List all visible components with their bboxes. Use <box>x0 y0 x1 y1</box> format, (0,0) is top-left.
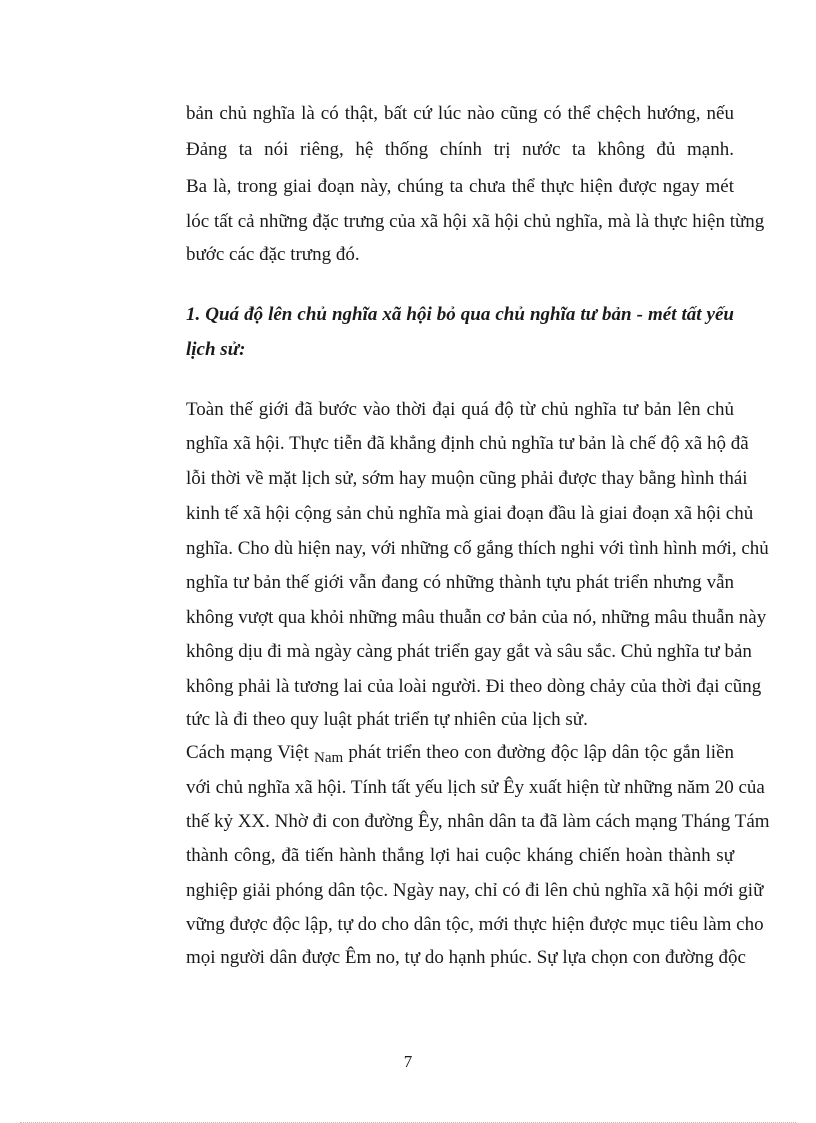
paragraph-3-line-3: lỗi thời về mặt lịch sử, sớm hay muộn cũng phải được thay bằng hình thái <box>186 468 748 489</box>
paragraph-4-line-1-subscript: Nam <box>314 750 344 766</box>
paragraph-1-line-1: bản chủ nghĩa là có thật, bất cứ lúc nào cũng có thể chệch hướng, nếu <box>186 103 734 124</box>
section-heading-line-2: lịch sử: <box>186 339 246 360</box>
paragraph-4-line-2: với chủ nghĩa xã hội. Tính tất yếu lịch sử Êy xuất hiện từ những năm 20 của <box>186 777 765 798</box>
paragraph-2-line-3: bước các đặc trưng đó. <box>186 244 360 265</box>
paragraph-3-line-2: nghĩa xã hội. Thực tiễn đã khẳng định chủ nghĩa tư bản là chế độ xã hộ đã <box>186 433 749 454</box>
paragraph-3-line-10: tức là đi theo quy luật phát triển tự nhiên của lịch sử. <box>186 709 588 730</box>
paragraph-3-line-1: Toàn thế giới đã bước vào thời đại quá độ từ chủ nghĩa tư bản lên chủ <box>186 399 734 420</box>
paragraph-4-line-7: mọi người dân được Êm no, tự do hạnh phúc. Sự lựa chọn con đường độc <box>186 947 746 968</box>
paragraph-2-line-2: lóc tất cả những đặc trưng của xã hội xã hội chủ nghĩa, mà là thực hiện từng <box>186 211 765 232</box>
paragraph-3-line-5: nghĩa. Cho dù hiện nay, với những cố gắng thích nghi với tình hình mới, chủ <box>186 538 769 559</box>
page-number: 7 <box>403 1052 413 1071</box>
paragraph-4-line-1-after: phát triển theo con đường độc lập dân tộc gắn liền <box>343 742 735 763</box>
paragraph-4-line-1-before: Cách mạng Việt <box>186 742 315 763</box>
paragraph-3-line-9: không phải là tương lai của loài người. Đi theo dòng chảy của thời đại cũng <box>186 676 762 697</box>
paragraph-3-line-6: nghĩa tư bản thế giới vẫn đang có những thành tựu phát triển nhưng vẫn <box>186 572 734 593</box>
paragraph-4-line-6: vững được độc lập, tự do cho dân tộc, mới thực hiện được mục tiêu làm cho <box>186 914 764 935</box>
paragraph-4-line-3: thế kỷ XX. Nhờ đi con đường Êy, nhân dân ta đã làm cách mạng Tháng Tám <box>186 811 770 832</box>
paragraph-4-line-5: nghiệp giải phóng dân tộc. Ngày nay, chỉ có đi lên chủ nghĩa xã hội mới giữ <box>186 880 764 901</box>
paragraph-4-line-1 <box>186 741 734 766</box>
paragraph-1-line-2: Đảng ta nói riêng, hệ thống chính trị nước ta không đủ mạnh. <box>186 139 734 160</box>
paragraph-3-line-7: không vượt qua khỏi những mâu thuẫn cơ bản của nó, những mâu thuẫn này <box>186 607 767 628</box>
section-heading-line-1: 1. Quá độ lên chủ nghĩa xã hội bỏ qua chủ nghĩa tư bản - mét tất yếu <box>186 304 734 325</box>
paragraph-3-line-8: không dịu đi mà ngày càng phát triển gay gắt và sâu sắc. Chủ nghĩa tư bản <box>186 641 752 662</box>
paragraph-4-line-4: thành công, đã tiến hành thắng lợi hai cuộc kháng chiến hoàn thành sự <box>186 845 734 866</box>
paragraph-3-line-4: kinh tế xã hội cộng sản chủ nghĩa mà giai đoạn đầu là giai đoạn xã hội chủ <box>186 503 754 524</box>
paragraph-2-line-1: Ba là, trong giai đoạn này, chúng ta chưa thể thực hiện được ngay mét <box>186 176 734 197</box>
